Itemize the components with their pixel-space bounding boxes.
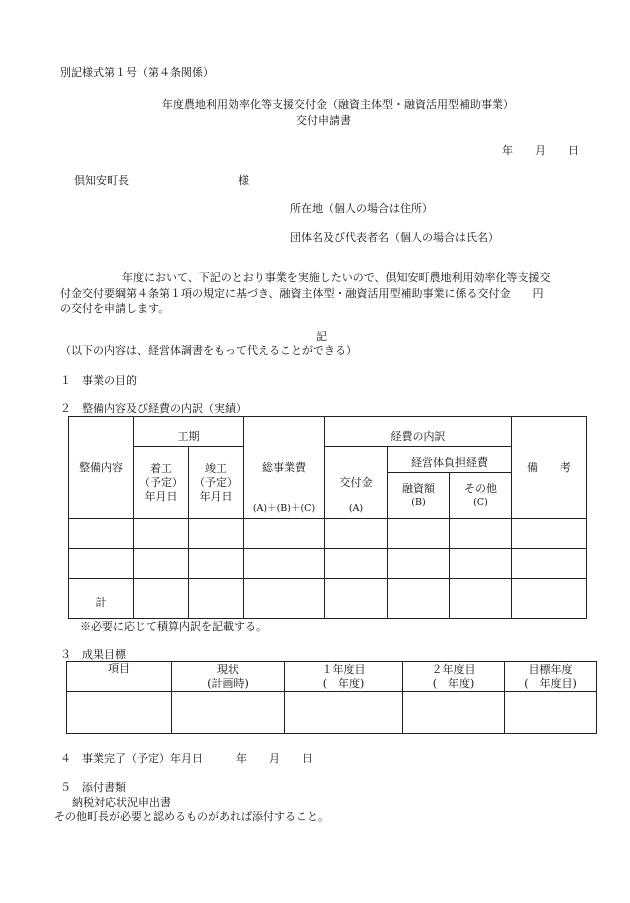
section-2-heading: ２ 整備内容及び経費の内訳（実績） xyxy=(60,402,247,415)
section-4-heading: ４ 事業完了（予定）年月日 年 月 日 xyxy=(60,752,313,765)
date-line: 年 月 日 xyxy=(502,144,579,157)
header-grant-label: 交付金 xyxy=(339,475,373,489)
header-content: 整備内容 xyxy=(69,417,134,519)
header-total-formula: (A)＋(B)＋(C) xyxy=(252,503,316,514)
addressee-honorific: 様 xyxy=(238,174,249,187)
body-line-1: 年度において、下記のとおり事業を実施したいので、倶知安町農地利用効率化等支援交 xyxy=(122,271,551,284)
header-start-l3: 年月日 xyxy=(144,489,178,503)
attachment-item-1: 納税対応状況申出書 xyxy=(72,796,171,809)
header-total xyxy=(244,417,325,519)
expense-table xyxy=(68,416,587,619)
total-row xyxy=(69,579,587,619)
header-current-l2: (計画時) xyxy=(207,676,249,690)
header-current xyxy=(172,662,285,692)
section-5-heading: ５ 添付書類 xyxy=(60,781,126,794)
header-target-l2: ( 年度目) xyxy=(524,676,577,690)
header-target xyxy=(505,662,597,692)
target-table xyxy=(66,661,597,734)
header-year1-l1: １年度目 xyxy=(321,662,366,676)
header-start-l1: 着工 xyxy=(150,461,172,475)
applicant-name-label: 団体名及び代表者名（個人の場合は氏名） xyxy=(290,231,499,244)
header-other-label: その他 xyxy=(464,481,498,495)
form-subtitle: 交付申請書 xyxy=(296,114,351,127)
header-remarks: 備 考 xyxy=(512,417,587,519)
attachment-item-2: その他町長が必要と認めるものがあれば添付すること。 xyxy=(54,810,329,823)
section-1-heading: １ 事業の目的 xyxy=(60,374,137,387)
header-start-l2: （予定） xyxy=(139,475,183,489)
header-burden: 経営体負担経費 xyxy=(388,447,512,473)
header-loan-label: 融資額 xyxy=(402,481,435,495)
total-label: 計 xyxy=(69,579,134,619)
header-grant xyxy=(325,447,388,519)
header-end-l1: 竣工 xyxy=(205,461,227,475)
header-loan-code: (B) xyxy=(411,496,426,508)
header-loan xyxy=(388,473,450,519)
applicant-address-label: 所在地（個人の場合は住所） xyxy=(290,202,433,215)
header-grant-code: (A) xyxy=(348,503,364,514)
header-current-l1: 現状 xyxy=(217,662,239,676)
header-other xyxy=(450,473,512,519)
header-period: 工期 xyxy=(134,417,244,447)
header-start xyxy=(134,447,189,519)
header-target-l1: 目標年度 xyxy=(528,662,573,676)
body-paragraph xyxy=(60,270,588,317)
section-3-heading: ３ 成果目標 xyxy=(60,648,126,661)
header-end xyxy=(189,447,244,519)
body-line-2: 付金交付要綱第４条第１項の規定に基づき、融資主体型・融資活用型補助事業に係る交付金 円 xyxy=(60,286,544,300)
header-year1 xyxy=(285,662,403,692)
header-year1-l2: ( 年度) xyxy=(322,676,365,690)
header-item: 項目 xyxy=(67,662,172,692)
header-end-l2: （予定） xyxy=(194,475,238,489)
ki-heading: 記 xyxy=(316,330,327,343)
addressee-name: 倶知安町長 xyxy=(74,174,129,187)
header-year2-l1: ２年度目 xyxy=(431,662,476,676)
header-other-code: (C) xyxy=(473,496,488,508)
header-year2-l2: ( 年度) xyxy=(432,676,475,690)
header-breakdown: 経費の内訳 xyxy=(325,417,512,447)
header-year2 xyxy=(403,662,505,692)
expense-table-note: ※必要に応じて積算内訳を記載する。 xyxy=(80,620,267,633)
header-end-l3: 年月日 xyxy=(199,489,233,503)
table-row xyxy=(67,692,597,734)
table-row xyxy=(69,549,587,579)
body-line-3: の交付を申請します。 xyxy=(60,302,170,315)
header-total-label: 総事業費 xyxy=(262,460,306,474)
ki-note: （以下の内容は、経営体調書をもって代えることができる） xyxy=(60,344,357,357)
table-row xyxy=(69,519,587,549)
form-number: 別記様式第１号（第４条関係） xyxy=(60,66,214,79)
form-title: 年度農地利用効率化等支援交付金（融資主体型・融資活用型補助事業） xyxy=(162,98,514,111)
